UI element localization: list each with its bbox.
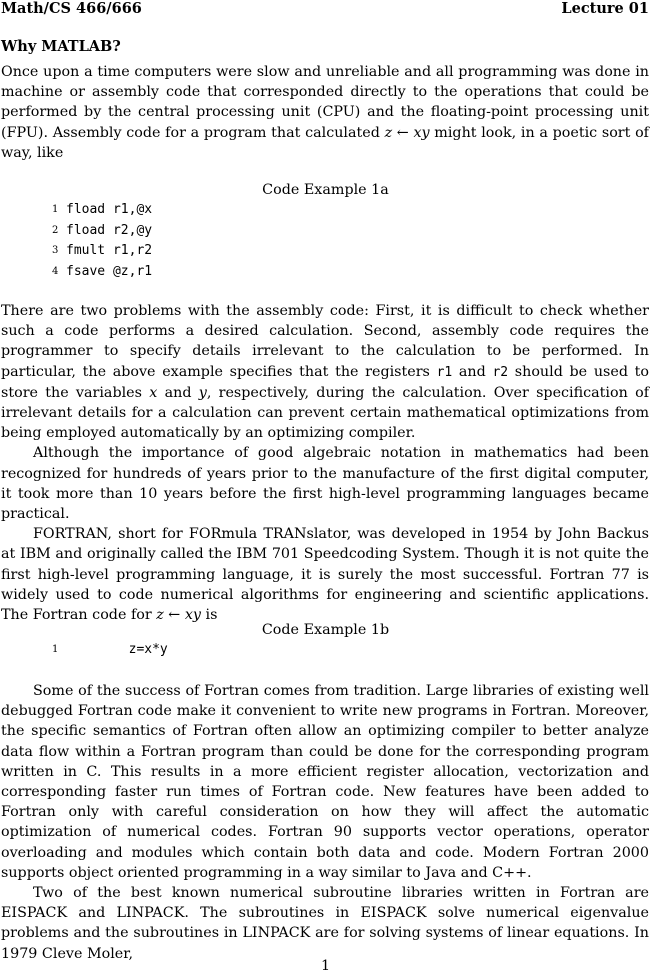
code-line: 1 fload r1,@x bbox=[52, 200, 152, 221]
page-number: 1 bbox=[320, 958, 331, 974]
code-example-1b bbox=[52, 640, 168, 661]
body-block-lower bbox=[1, 681, 649, 964]
code-example-1b-caption: Code Example 1b bbox=[261, 622, 390, 638]
lecture-label: Lecture 01 bbox=[561, 0, 649, 17]
code-line: 3 fmult r1,r2 bbox=[52, 241, 152, 262]
math-expression: z ← xy bbox=[156, 607, 201, 624]
section-title: Why MATLAB? bbox=[1, 38, 121, 55]
paragraph-fortran-success: Some of the success of Fortran comes from tradition. Large libraries of existing well debugged Fortran code make it convenient to write new programs in Fortran. Moreover, the specific semantics of Fortran often allow an optimizing compiler to better analyze data flow within a Fortran program than could be done for the corresponding program written in C. This results in a more efficient register allocation, vectorization and corresponding faster run times of Fortran code. New features have been added to Fortran only with careful consideration on how they will affect the automatic optimization of numerical codes. Fortran 90 supports vector operations, operator overloading and modules which contain both data and code. Modern Fortran 2000 supports object oriented programming in a way similar to Java and C++. bbox=[1, 683, 649, 881]
paragraph-notation: Although the importance of good algebraic notation in mathematics had been recognized for hundreds of years prior to the manufacture of the first digital computer, it took more than 10 years before the first high-level programming languages became practical. bbox=[1, 445, 649, 523]
code-example-1a bbox=[52, 200, 152, 282]
body-block-middle bbox=[1, 301, 649, 625]
math-variable: x bbox=[149, 384, 158, 401]
math-variable: y bbox=[198, 384, 207, 401]
code-example-1a-caption: Code Example 1a bbox=[262, 182, 389, 198]
paragraph-libraries: Two of the best known numerical subroutine libraries written in Fortran are EISPACK and LINPACK. The subroutines in EISPACK solve numerical eigenvalue problems and the subroutines in LINPACK are for solving systems of linear equations. In 1979 Cleve Moler, bbox=[1, 885, 649, 962]
course-title: Math/CS 466/666 bbox=[1, 0, 142, 17]
register-name: r1 bbox=[436, 364, 453, 380]
code-line: 2 fload r2,@y bbox=[52, 221, 152, 242]
math-expression: z ← xy bbox=[384, 124, 430, 141]
register-name: r2 bbox=[492, 364, 509, 380]
intro-block bbox=[1, 62, 649, 163]
code-line: 1 z=x*y bbox=[52, 640, 168, 661]
line-number: 3 bbox=[52, 245, 59, 256]
line-number: 4 bbox=[52, 265, 59, 277]
running-header bbox=[1, 0, 649, 18]
paragraph-assembly-problems: There are two problems with the assembly code: First, it is difficult to check whether such a code performs a desired calculation. Second, assembly code requires the programmer to specify details irrelevant to the calculation to be performed. In particular, the above example specifies that the registers r1 and r2 should be used to store the variables x and y, respectively, during the calculation. Over specification of irrelevant details for a calculation can prevent certain mathematical optimizations from being employed automatically by an optimizing compiler. bbox=[1, 303, 649, 442]
paragraph-intro: Once upon a time computers were slow and unreliable and all programming was done in machine or assembly code that corresponded directly to the operations that could be performed by the central processing unit (CPU) and the floating-point processing unit (FPU). Assembly code for a program that calculated z ← xy might look, in a poetic sort of way, like bbox=[1, 64, 649, 161]
line-number: 1 bbox=[52, 204, 59, 215]
line-number: 1 bbox=[52, 644, 59, 655]
code-line: 4 fsave @z,r1 bbox=[52, 262, 152, 283]
line-number: 2 bbox=[52, 224, 59, 236]
paragraph-fortran: FORTRAN, short for FORmula TRANslator, was developed in 1954 by John Backus at IBM and originally called the IBM 701 Speedcoding System. Though it is not quite the first high-level programming language, it is surely the most successful. Fortran 77 is widely used to code numerical algorithms for engineering and scientific applications. The Fortran code for z ← xy is bbox=[1, 526, 649, 624]
